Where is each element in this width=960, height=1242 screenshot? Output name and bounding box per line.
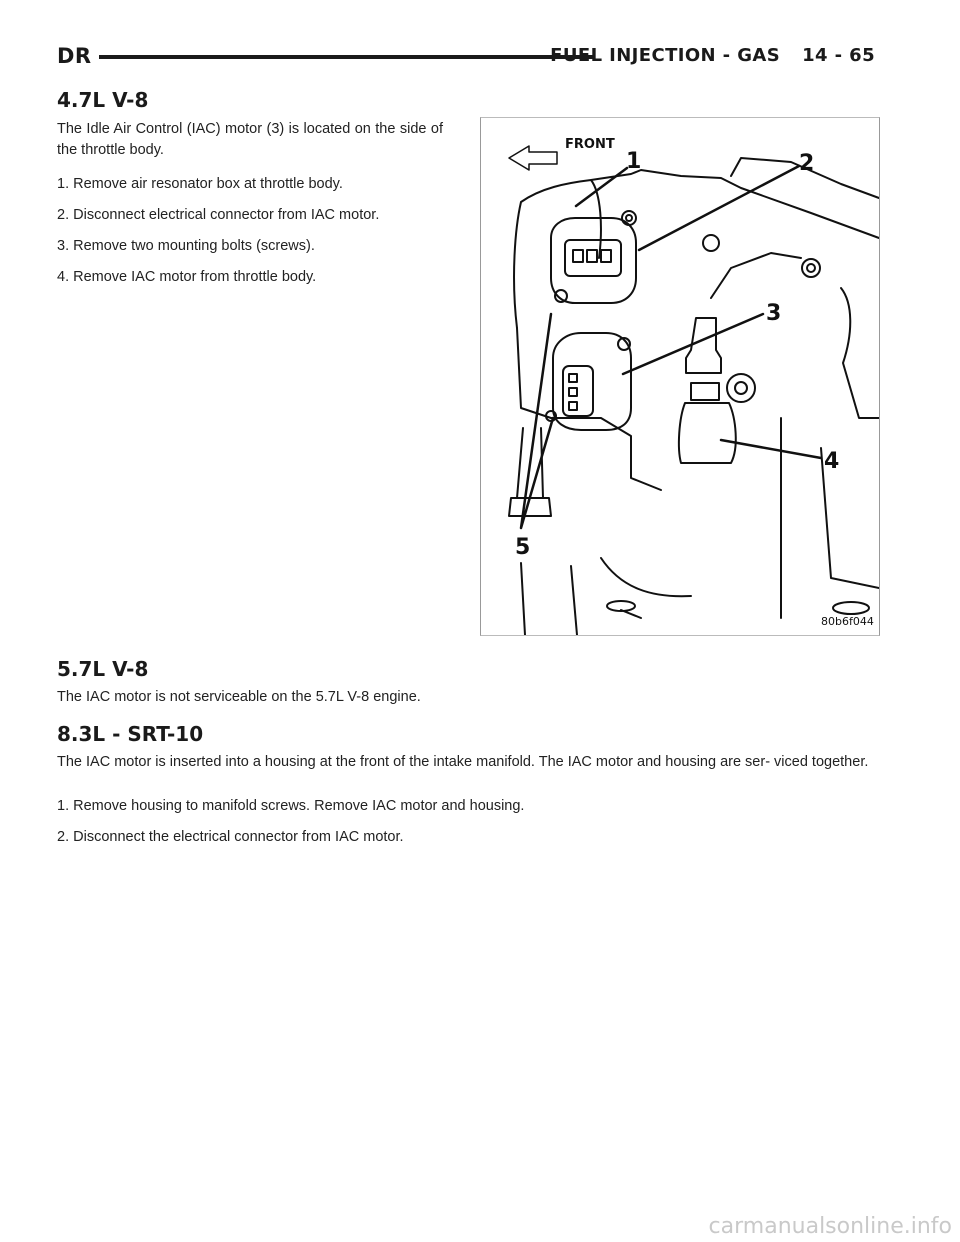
throttle-body-illustration: [481, 118, 879, 635]
intro-4-7l: The Idle Air Control (IAC) motor (3) is located on the side of the throttle body.: [57, 121, 443, 158]
step-4-7l-2: 2. Disconnect electrical connector from IAC motor.: [57, 207, 380, 223]
header-page-number: 14 - 65: [802, 45, 875, 66]
step-srt10-2: 2. Disconnect the electrical connector from IAC motor.: [57, 829, 404, 845]
iac-motor-figure: [480, 117, 880, 636]
heading-5-7l: 5.7L V-8: [57, 657, 149, 681]
callout-3: 3: [766, 301, 782, 326]
step-4-7l-1: 1. Remove air resonator box at throttle body.: [57, 176, 343, 192]
page-header: [57, 44, 875, 70]
text-srt10: The IAC motor is inserted into a housing at the front of the intake manifold. The IAC motor and housing are ser- viced together.: [57, 754, 869, 770]
header-rule: [99, 55, 593, 59]
callout-1: 1: [626, 149, 642, 174]
callout-4: 4: [824, 449, 840, 474]
step-4-7l-3: 3. Remove two mounting bolts (screws).: [57, 238, 315, 254]
header-section-title: FUEL INJECTION - GAS: [550, 45, 781, 66]
figure-front-label: FRONT: [565, 137, 615, 152]
step-4-7l-4: 4. Remove IAC motor from throttle body.: [57, 269, 317, 285]
callout-5: 5: [515, 535, 531, 560]
header-section: [550, 45, 875, 66]
watermark: carmanualsonline.info: [708, 1214, 952, 1239]
text-5-7l: The IAC motor is not serviceable on the 5.7L V-8 engine.: [57, 689, 421, 705]
callout-2: 2: [799, 151, 815, 176]
figure-id: 80b6f044: [821, 615, 874, 628]
heading-srt10: 8.3L - SRT-10: [57, 722, 204, 746]
header-model: DR: [57, 44, 92, 68]
step-srt10-1: 1. Remove housing to manifold screws. Remove IAC motor and housing.: [57, 798, 525, 814]
heading-4-7l: 4.7L V-8: [57, 88, 149, 112]
